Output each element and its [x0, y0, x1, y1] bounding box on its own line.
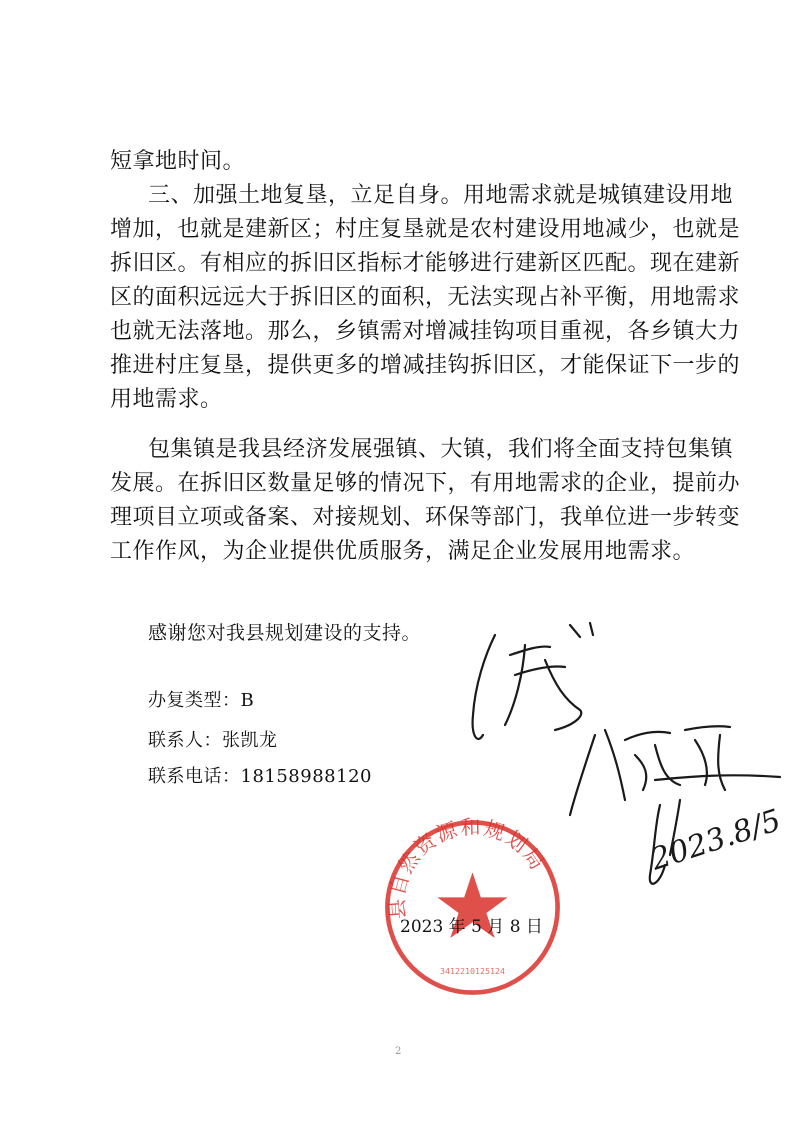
body-line: 区的面积远远大于拆旧区的面积，无法实现占补平衡，用地需求 — [110, 285, 741, 310]
body-line: 也就无法落地。那么，乡镇需对增减挂钩项目重视，各乡镇大力 — [110, 319, 741, 344]
body-line: 用地需求。 — [110, 387, 223, 412]
body-line: 包集镇是我县经济发展强镇、大镇，我们将全面支持包集镇 — [148, 437, 734, 462]
body-line: 工作作风，为企业提供优质服务，满足企业发展用地需求。 — [110, 539, 696, 564]
body-line: 推进村庄复垦，提供更多的增减挂钩拆旧区，才能保证下一步的 — [110, 353, 741, 378]
seal-serial: 3412210125124 — [439, 966, 506, 977]
contact-person: 联系人：张凯龙 — [148, 730, 278, 751]
handwritten-signature — [455, 615, 785, 915]
document-date: 2023 年 5 月 8 日 — [400, 917, 543, 937]
body-line: 拆旧区。有相应的拆旧区指标才能够进行建新区匹配。现在建新 — [110, 251, 741, 276]
contact-phone: 联系电话：18158988120 — [148, 766, 372, 787]
signature-date: 2023.8/5 — [646, 802, 785, 878]
seal-text: 县自然资源和规划局 — [384, 815, 551, 921]
body-line: 发展。在拆旧区数量足够的情况下，有用地需求的企业，提前办 — [110, 471, 741, 496]
reply-type: 办复类型：B — [148, 690, 255, 711]
body-line: 三、加强土地复垦，立足自身。用地需求就是城镇建设用地 — [148, 183, 734, 208]
page-number: 2 — [395, 1046, 402, 1057]
body-line: 短拿地时间。 — [110, 149, 246, 174]
body-line: 增加，也就是建新区；村庄复垦就是农村建设用地减少，也就是 — [110, 217, 741, 242]
thanks-text: 感谢您对我县规划建设的支持。 — [148, 622, 422, 644]
body-line: 理项目立项或备案、对接规划、环保等部门，我单位进一步转变 — [110, 505, 741, 530]
